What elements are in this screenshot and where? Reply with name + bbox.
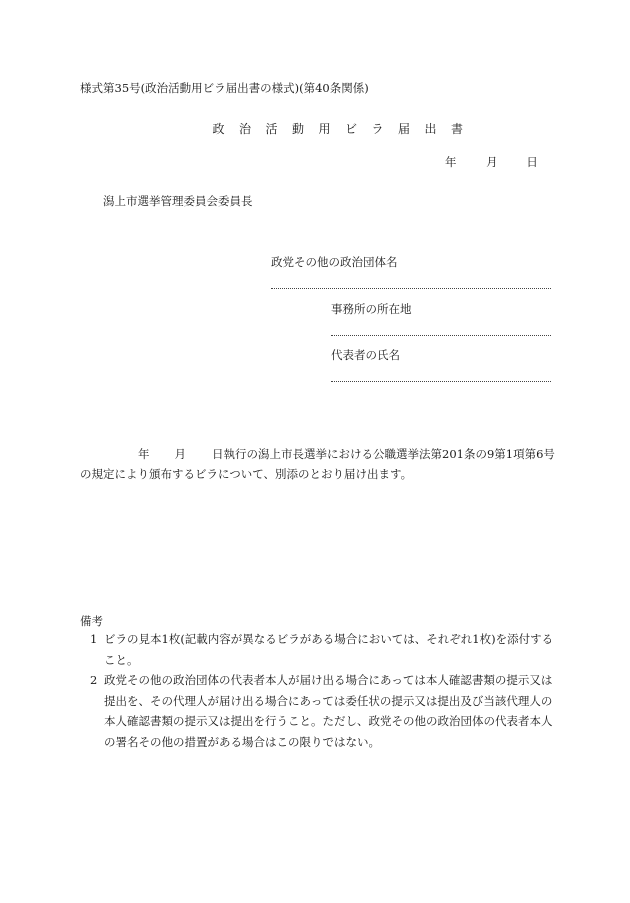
notes-heading: 備考 — [80, 614, 103, 628]
note-text: 政党その他の政治団体の代表者本人が届け出る場合にあっては本人確認書類の提示又は提出を、その代理人が届け出る場合にあっては委任状の提示又は提出及び当該代理人の本人確認書類の提示又は提出を行うこと。ただし、政党その他の政治団体の代表者本人の署名その他の措置がある場合はこの限りではない。 — [104, 673, 553, 749]
body-line1-rest: 日執行の潟上市長選挙における公職選挙法第201条の9第1項第6号 — [212, 447, 555, 461]
date-year: 年 — [445, 155, 457, 169]
body-year: 年 — [138, 447, 150, 461]
party-name-label: 政党その他の政治団体名 — [271, 255, 398, 269]
representative-name-label: 代表者の氏名 — [331, 348, 400, 362]
body-line2: の規定により頒布するビラについて、別添のとおり届け出ます。 — [80, 467, 413, 481]
note-number: 2 — [90, 673, 98, 687]
document-title: 政治活動用ビラ届出書 — [212, 122, 478, 136]
date-line — [445, 154, 538, 170]
date-day: 日 — [526, 155, 538, 169]
office-address-label: 事務所の所在地 — [331, 302, 412, 316]
office-address-field-line[interactable] — [331, 335, 551, 336]
body-paragraph — [80, 444, 554, 484]
form-heading: 様式第35号(政治活動用ビラ届出書の様式)(第40条関係) — [80, 81, 369, 95]
note-item — [80, 629, 555, 670]
note-item — [80, 670, 555, 752]
party-name-field-line[interactable] — [271, 288, 551, 289]
body-month: 月 — [174, 447, 186, 461]
addressee: 潟上市選挙管理委員会委員長 — [103, 194, 253, 208]
date-month: 月 — [486, 155, 498, 169]
note-number: 1 — [90, 632, 98, 646]
note-text: ビラの見本1枚(記載内容が異なるビラがある場合においては、それぞれ1枚)を添付すること。 — [104, 632, 554, 667]
representative-name-field-line[interactable] — [331, 381, 551, 382]
